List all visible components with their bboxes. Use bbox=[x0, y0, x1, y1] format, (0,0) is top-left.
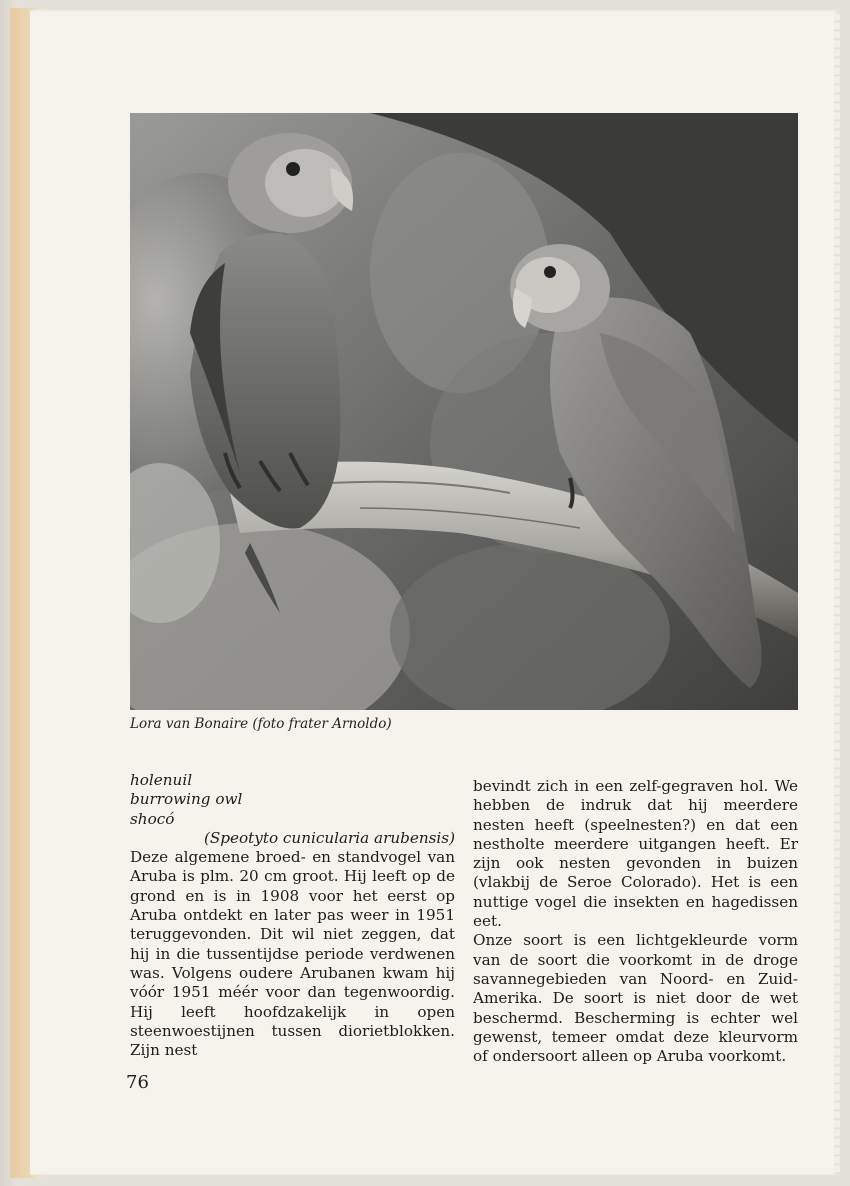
paragraph-1: bevindt zich in een zelf-gegraven hol. We hebben de indruk dat hij meerdere nesten heeft (speelnesten?) en dat een nestholte meerdere uitgangen heeft. Er zijn ook nesten gevonden in buizen (vlakbij de Seroe Colorado). Het is een nuttige vogel die insekten en hagedissen eet. bbox=[473, 777, 798, 931]
parrot-photo bbox=[130, 113, 798, 710]
page-number: 76 bbox=[126, 1072, 149, 1093]
left-text-column bbox=[130, 771, 455, 1060]
name-papiamento: shocó bbox=[130, 809, 175, 828]
body-paragraph: Deze algemene broed- en standvogel van Aruba is plm. 20 cm groot. Hij leeft op de grond en is in 1908 voor het eerst op Aruba ontdekt en later pas weer in 1951 teruggevonden. Dit wil niet zeggen, dat hij in die tussentijdse periode verdwenen was. Volgens oudere Arubanen kwam hij vóór 1951 méér voor dan tegenwoordig. Hij leeft hoofdzakelijk in open steenwoestijnen tussen diorietblokken. Zijn nest bbox=[130, 848, 455, 1060]
parrot-photo-illustration bbox=[130, 113, 798, 710]
paragraph-2: Onze soort is een lichtgekleurde vorm van de soort die voorkomt in de droge savannegebieden van Noord- en Zuid-Amerika. De soort is niet door de wet beschermd. Bescherming is echter wel gewenst, temeer omdat deze kleurvorm of ondersoort alleen op Aruba voorkomt. bbox=[473, 931, 798, 1066]
right-text-column bbox=[473, 777, 798, 1066]
page-right-edge bbox=[834, 14, 840, 1174]
name-english: burrowing owl bbox=[130, 790, 243, 809]
scientific-name: (Speotyto cunicularia arubensis) bbox=[203, 828, 455, 847]
photo-caption: Lora van Bonaire (foto frater Arnoldo) bbox=[130, 716, 392, 732]
name-dutch: holenuil bbox=[130, 771, 193, 789]
